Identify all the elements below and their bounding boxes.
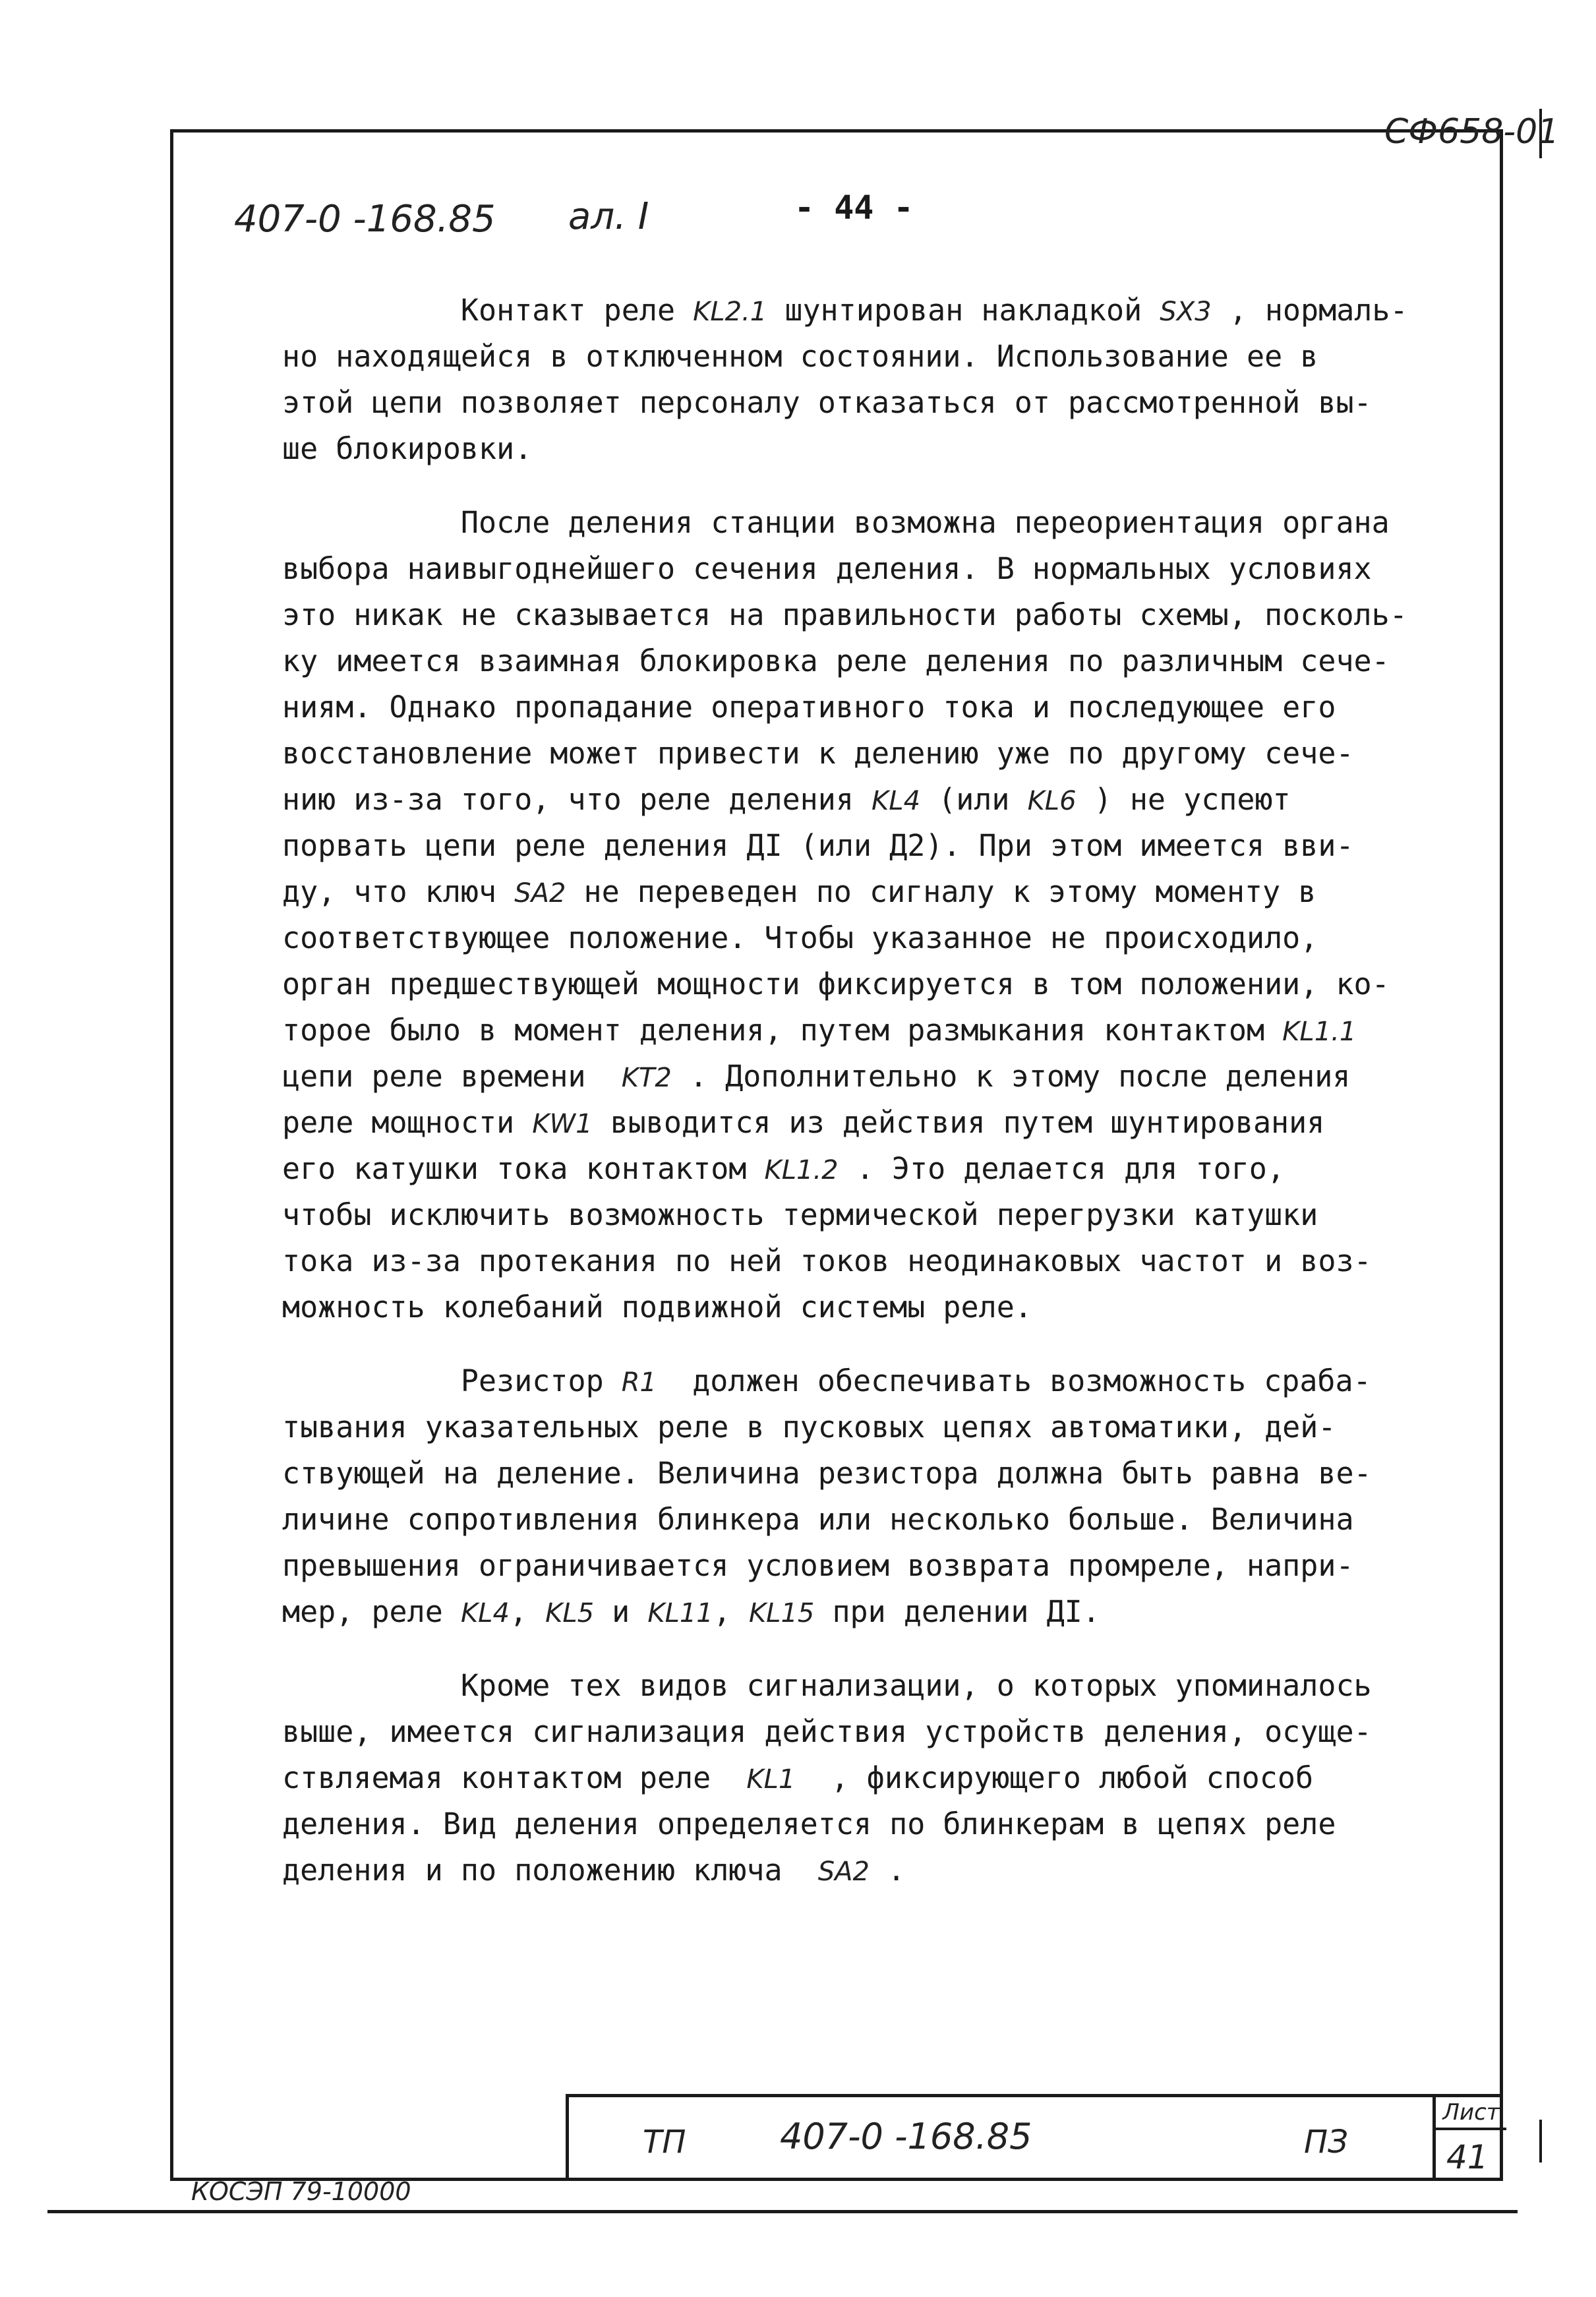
handwritten-designation: KL4 — [872, 786, 921, 816]
sheet-number: 41 — [1446, 2138, 1489, 2176]
text-line: личине сопротивления блинкера или несколько больше. Величина — [282, 1502, 1354, 1537]
text-line: торое было в момент деления, путем размыкания контактом KL1.1 — [282, 1013, 1357, 1048]
text-line: орган предшествующей мощности фиксируется в том положении, ко- — [282, 967, 1390, 1001]
text-line: его катушки тока контактом KL1.2 . Это делается для того, — [282, 1151, 1285, 1186]
handwritten-designation: KL1 — [746, 1764, 796, 1795]
title-block-section: ПЗ — [1304, 2124, 1348, 2161]
handwritten-designation: KL11 — [647, 1598, 713, 1628]
text-line: выше, имеется сигнализация действия устройств деления, осуще- — [282, 1714, 1372, 1749]
form-code: КОСЭП 79-10000 — [191, 2177, 411, 2206]
text-line: ше блокировки. — [282, 431, 533, 466]
handwritten-designation: SA2 — [817, 1857, 870, 1887]
text-line: нию из-за того, что реле деления KL4 (или KL6 ) не успеют — [282, 782, 1291, 817]
text-line: тывания указательных реле в пусковых цепях автоматики, дей- — [282, 1410, 1336, 1445]
text-line: Кроме тех видов сигнализации, о которых упоминалось — [282, 1668, 1372, 1703]
text-line: ниям. Однако пропадание оперативного тока и последующее его — [282, 690, 1336, 725]
handwritten-designation: KL1.2 — [764, 1155, 839, 1185]
text-line: После деления станции возможна переориентация органа — [282, 505, 1390, 540]
text-line: Резистор R1 должен обеспечивать возможность сраба- — [282, 1363, 1371, 1398]
handwritten-designation: KT2 — [621, 1063, 672, 1093]
handwritten-designation: SA2 — [514, 878, 566, 909]
text-line: ствующей на деление. Величина резистора должна быть равна ве- — [282, 1456, 1372, 1491]
bottom-rule — [47, 2210, 1518, 2213]
sheet-cell — [1433, 2097, 1506, 2181]
text-line: соответствующее положение. Чтобы указанное не происходило, — [282, 920, 1318, 955]
text-line: реле мощности KW1 выводится из действия путем шунтирования — [282, 1105, 1325, 1140]
text-line: деления и по положению ключа SA2 . — [282, 1853, 906, 1888]
text-line: чтобы исключить возможность термической перегрузки катушки — [282, 1197, 1318, 1232]
title-block — [566, 2094, 1503, 2181]
text-line: ку имеется взаимная блокировка реле деления по различным сече- — [282, 643, 1390, 678]
paragraph-gap — [282, 472, 1465, 500]
text-line: мер, реле KL4, KL5 и KL11, KL15 при делении ДI. — [282, 1594, 1100, 1629]
text-line: выбора наивыгоднейшего сечения деления. В нормальных условиях — [282, 551, 1372, 586]
text-line: ствляемая контактом реле KL1 , фиксирующего любой способ — [282, 1760, 1314, 1795]
page-number: - 44 - — [794, 189, 914, 227]
handwritten-designation: KL6 — [1027, 786, 1077, 816]
text-line: деления. Вид деления определяется по блинкерам в цепях реле — [282, 1806, 1336, 1841]
paragraph-gap — [282, 1635, 1465, 1663]
text-line: превышения ограничивается условием возврата промреле, напри- — [282, 1548, 1354, 1583]
text-line: Контакт реле KL2.1 шунтирован накладкой SX3 , нормаль- — [282, 293, 1408, 328]
text-line: можность колебаний подвижной системы реле. — [282, 1290, 1032, 1325]
sheet-label: Лист — [1436, 2097, 1506, 2130]
text-line: ду, что ключ SA2 не переведен по сигналу к этому моменту в — [282, 874, 1316, 909]
text-line: этой цепи позволяет персоналу отказаться от рассмотренной вы- — [282, 385, 1372, 420]
document-code: СФ658-01 — [1384, 112, 1560, 152]
title-block-tp: ТП — [643, 2124, 686, 2161]
handwritten-designation: KL5 — [545, 1598, 595, 1628]
margin-mark-bottom — [1539, 2120, 1542, 2163]
text-line: восстановление может привести к делению уже по другому сече- — [282, 736, 1354, 771]
handwritten-designation: KL2.1 — [693, 297, 767, 327]
text-line: тока из-за протекания по ней токов неодинаковых частот и воз- — [282, 1243, 1372, 1278]
handwritten-designation: KL1.1 — [1282, 1017, 1357, 1047]
title-block-doc-number: 407-0 -168.85 — [780, 2116, 1032, 2157]
handwritten-designation: KW1 — [532, 1109, 593, 1139]
handwritten-designation: KL15 — [748, 1598, 815, 1628]
text-line: порвать цепи реле деления ДI (или Д2). При этом имеется вви- — [282, 828, 1354, 863]
handwritten-designation: R1 — [621, 1367, 657, 1398]
handwritten-designation: KL4 — [460, 1598, 510, 1628]
header-album: ал. I — [568, 195, 649, 238]
body-text — [282, 287, 1465, 1894]
handwritten-designation: SX3 — [1160, 297, 1212, 327]
paragraph-gap — [282, 1330, 1465, 1358]
text-line: цепи реле времени KT2 . Дополнительно к этому после деления — [282, 1059, 1351, 1094]
header-doc-number: 407-0 -168.85 — [234, 198, 496, 241]
text-line: но находящейся в отключенном состоянии. Использование ее в — [282, 339, 1318, 374]
text-line: это никак не сказывается на правильности работы схемы, посколь- — [282, 597, 1407, 632]
